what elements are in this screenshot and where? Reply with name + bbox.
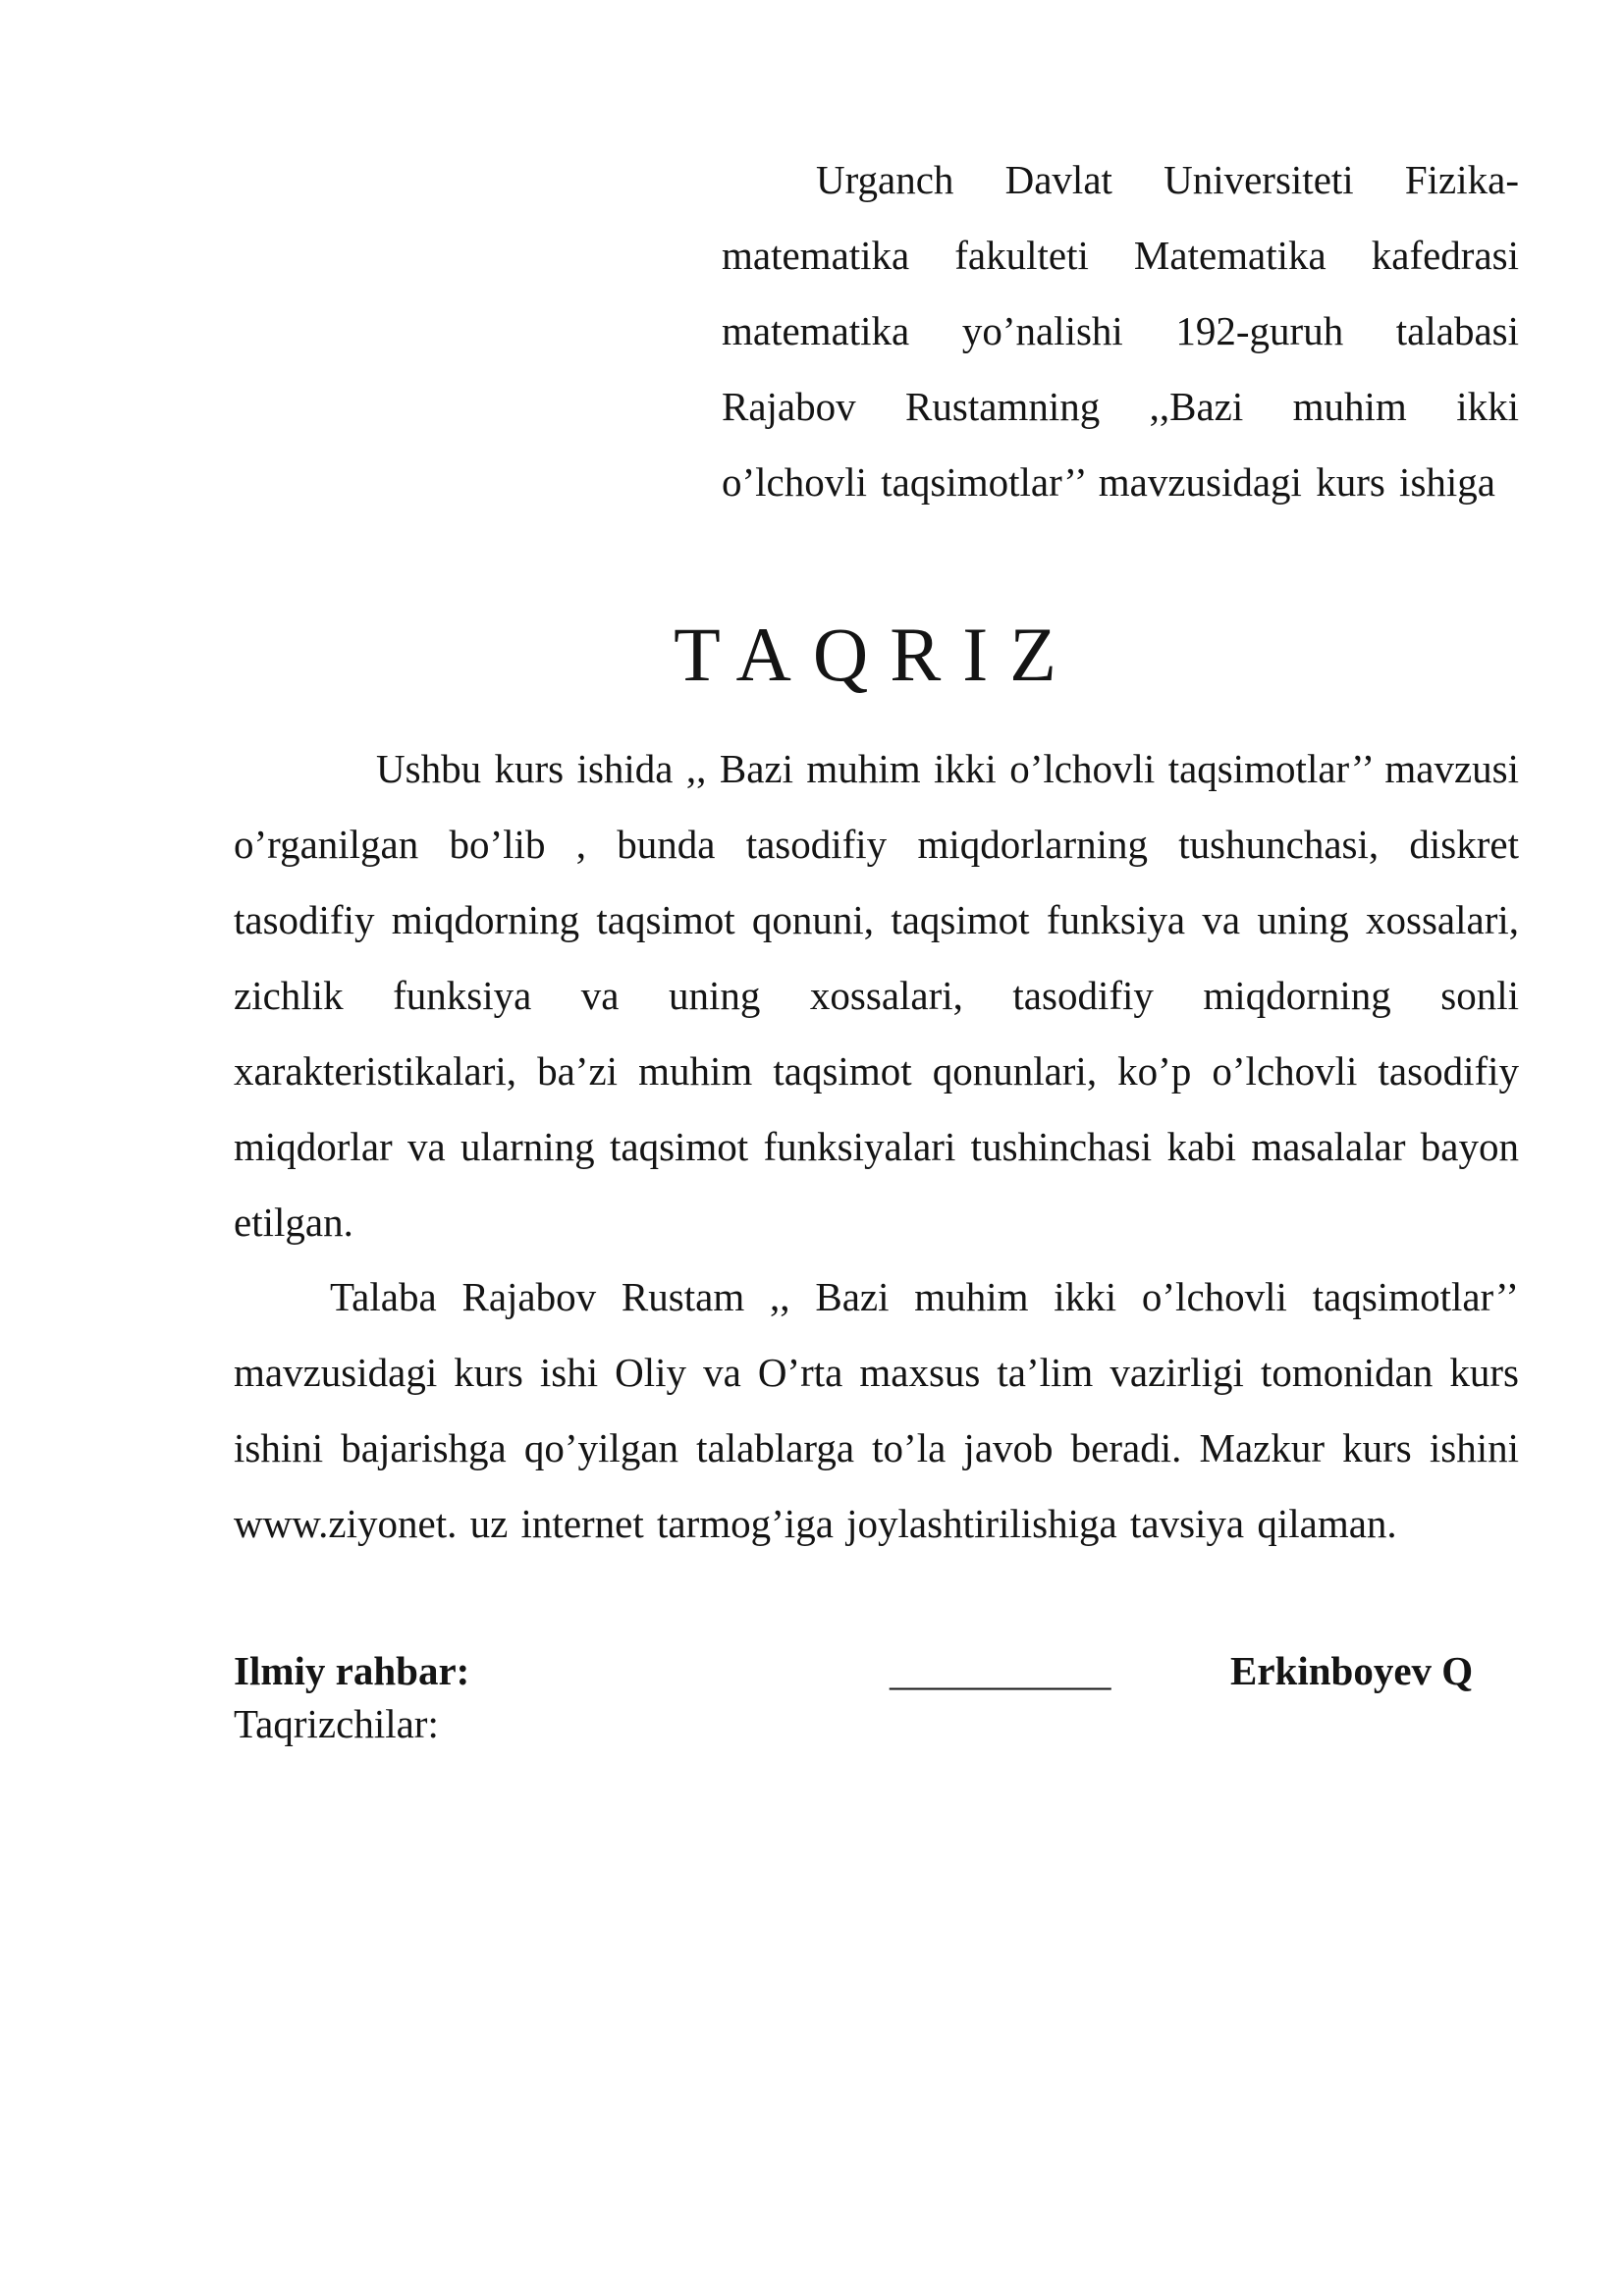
reviewers-label: Taqrizchilar: (234, 1701, 439, 1746)
review-paragraph-2: Talaba Rajabov Rustam ,, Bazi muhim ikki o’lchovli taqsimotlar’’ mavzusidagi kurs ishi Oliy va O’rta maxsus ta’lim vazirligi tomonidan kurs ishini bajarishga qo’yilgan talablarga to’la javob beradi. Mazkur kurs ishini www.ziyonet. uz internet tarmog’iga joylashtirilishiga tavsiya qilaman. (234, 1274, 1519, 1546)
signature-line: ___________ (890, 1648, 1111, 1693)
document-title: TAQRIZ (674, 612, 1078, 697)
supervisor-name: Erkinboyev Q (1230, 1648, 1474, 1693)
review-paragraph-1: Ushbu kurs ishida ,, Bazi muhim ikki o’lchovli taqsimotlar’’ mavzusi o’rganilgan bo’lib , bunda tasodifiy miqdorlarning tushunchasi, diskret tasodifiy miqdorning taqsimot qonuni, taqsimot funksiya va uning xossalari, zichlik funksiya va uning xossalari, tasodifiy miqdorning sonli xarakteristikalari, ba’zi muhim taqsimot qonunlari, ko’p o’lchovli tasodifiy miqdorlar va ularning taqsimot funksiyalari tushinchasi kabi masalalar bayon etilgan. (234, 746, 1519, 1245)
signature-row (234, 1647, 1519, 1706)
supervisor-label: Ilmiy rahbar: (234, 1648, 470, 1693)
addressee-block: Urganch Davlat Universiteti Fizika-matematika fakulteti Matematika kafedrasi matematika yo’nalishi 192-guruh talabasi Rajabov Rustamning ,,Bazi muhim ikki o’lchovli taqsimotlar’’ mavzusidagi kurs ishiga (722, 157, 1519, 505)
